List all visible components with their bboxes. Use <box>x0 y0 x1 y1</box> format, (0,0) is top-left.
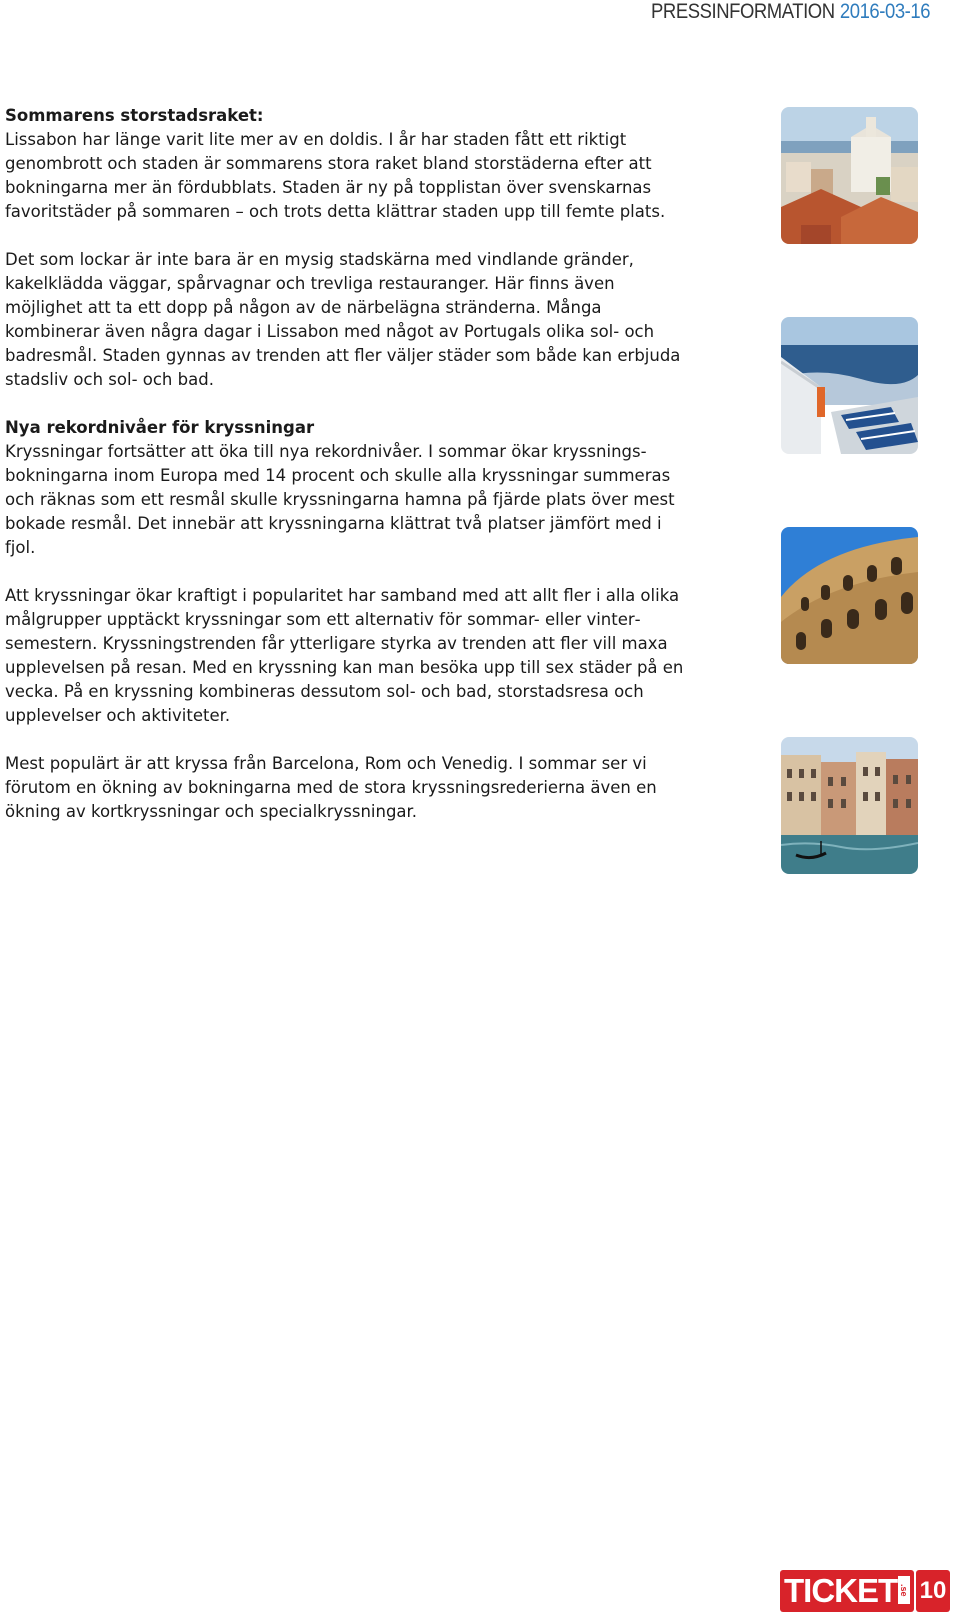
page-number: 10 <box>916 1570 950 1612</box>
article-body <box>5 104 695 848</box>
cruise-ship-deck-photo <box>781 317 918 454</box>
logo-wordmark: TICKET <box>784 1572 898 1609</box>
paragraph <box>5 584 695 728</box>
paragraph-text: Att kryssningar ökar kraftigt i popularitet har samband med att allt fler i alla olika målgrupper upptäckt kryssningar som ett alternativ för sommar- eller vintersemestern. Kryssningstrenden får ytterligare styrka av trenden att fler vill maxa upplevelsen på resan. Med en kryssning kan man besöka upp till sex städer på en vecka. På en kryssning kombineras dessutom sol- och bad, storstadsresa och upplevelser och aktiviteter. <box>5 586 684 725</box>
venice-canal-photo <box>781 737 918 874</box>
paragraph-text: Lissabon har länge varit lite mer av en doldis. I år har staden fått ett riktigt genombrott och staden är sommarens stora raket bland storstäderna efter att bokningarna mer än fördubblats. Staden är ny på topplistan över svenskarnas favoritstäder på sommaren – och trots detta klättrar staden upp till femte plats. <box>5 130 666 221</box>
paragraph <box>5 416 695 560</box>
paragraph-text: Mest populärt är att kryssa från Barcelona, Rom och Venedig. I sommar ser vi förutom en ökning av bokningarna med de stora kryssningsrederierna även en ökning av kortkryssningar och specialkryssningar. <box>5 754 657 821</box>
page-header <box>651 0 930 32</box>
paragraph <box>5 248 695 392</box>
logo-domain-suffix: .se <box>898 1576 910 1604</box>
ticket-logo <box>780 1570 914 1612</box>
colosseum-image <box>781 527 918 664</box>
paragraph <box>5 752 695 824</box>
header-label: PRESSINFORMATION <box>650 0 835 23</box>
venice-canal-image <box>781 737 918 874</box>
header-date: 2016-03-16 <box>839 0 930 23</box>
paragraph-text: Kryssningar fortsätter att öka till nya rekordnivåer. I sommar ökar kryssningsbokningarna inom Europa med 14 procent och skulle alla kryssningar summeras och räknas som ett resmål skulle kryssningarna hamna på fjärde plats över mest bokade resmål. Det innebär att kryssningarna klättrat två platser jämfört med i fjol. <box>5 442 675 557</box>
lisbon-cityscape-image <box>781 107 918 244</box>
paragraph-text: Det som lockar är inte bara är en mysig stadskärna med vindlande gränder, kakelklädda väggar, spårvagnar och trevliga restauranger. Här finns även möjlighet att ta ett dopp på någon av de närbelägna stränderna. Många kombinerar även några dagar i Lissabon med något av Portugals olika sol- och badresmål. Staden gynnas av trenden att fler väljer städer som både kan erbjuda stadsliv och sol- och bad. <box>5 250 681 389</box>
colosseum-photo <box>781 527 918 664</box>
paragraph <box>5 104 695 224</box>
lisbon-cityscape-photo <box>781 107 918 244</box>
section-heading: Nya rekordnivåer för kryssningar <box>5 418 315 437</box>
page-footer <box>780 1570 950 1612</box>
cruise-ship-deck-image <box>781 317 918 454</box>
section-heading: Sommarens storstadsraket: <box>5 106 264 125</box>
